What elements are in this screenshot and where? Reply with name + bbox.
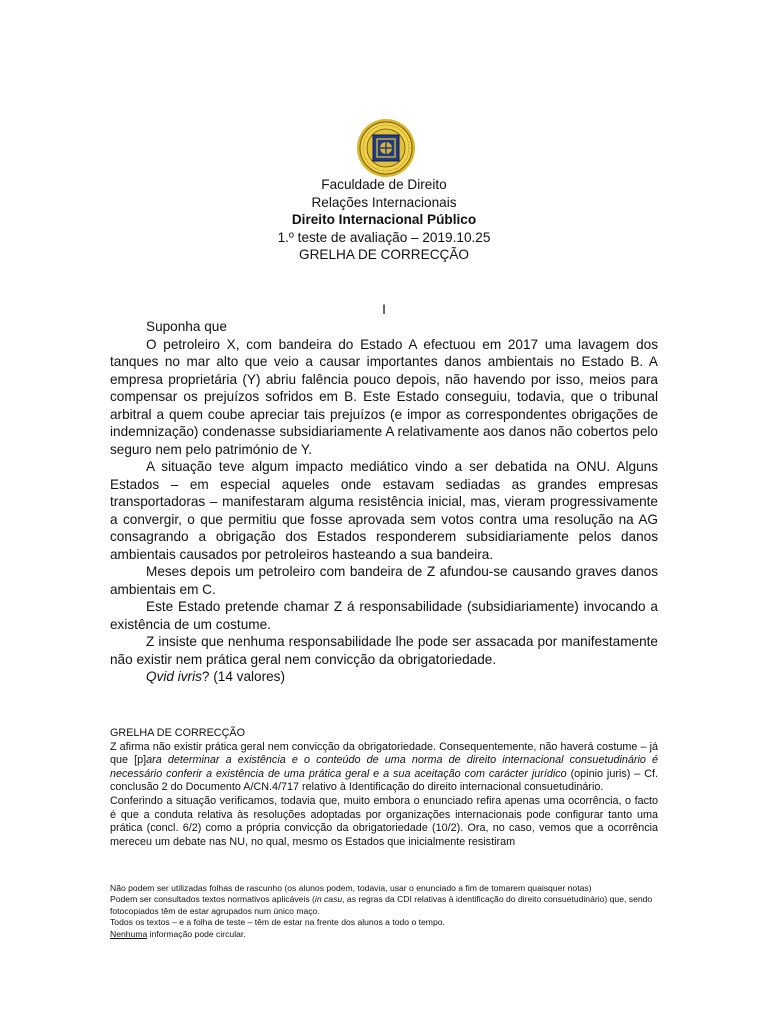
answer-paragraph: Conferindo a situação verificamos, todavia que, muito embora o enunciado refira apenas uma ocorrência, o facto é que a conduta relativa às resoluções adoptadas por organizações internacionais pode configurar tanto uma prática (concl. 6/2) como a própria convicção da obrigatoriedade (10/2). Ora, no caso, vemos que a ocorrência mereceu um debate nas NU, no qual, mesmo os Estados que inicialmente resistiram: [110, 794, 658, 848]
answer-text: (opinio juris) – Cf. conclusão 2 do Documento A/CN.4/717 relativo à Identificação do direito internacional consuetudinário.: [110, 767, 658, 794]
footer-note: Todos os textos – e a folha de teste – têm de estar na frente dos alunos a todo o tempo.: [110, 917, 445, 928]
question-text: [110, 318, 658, 686]
footer-notes: [110, 883, 658, 940]
answer-paragraph: [110, 741, 658, 795]
question-paragraph: O petroleiro X, com bandeira do Estado A efectuou em 2017 uma lavagem dos tanques no mar alto que veio a causar importantes danos ambientais no Estado B. A empresa proprietária (Y) abriu falência pouco depois, não havendo por isso, meios para compensar os prejuízos sofridos em B. Este Estado conseguiu, todavia, que o tribunal arbitral a quem coube apreciar tais prejuízos (e impor as correspondentes obrigações de indemnização) condenasse subsidiariamente A relativamente aos danos não cobertos pelo seguro nem pelo património de Y.: [110, 336, 658, 457]
footer-note-italic: in casu: [314, 894, 343, 905]
university-seal-icon: [356, 118, 416, 178]
test-title: 1.º teste de avaliação – 2019.10.25: [277, 229, 491, 245]
question-paragraph: A situação teve algum impacto mediático vindo a ser debatida na ONU. Alguns Estados – em especial aqueles onde estavam sediadas as grandes empresas transportadoras – manifestaram alguma resistência inicial, mas, vieram progressivamente a convergir, o que permitiu que fosse aprovada sem votos contra uma resolução na AG consagrando a obrigação dos Estados responderem subsidiariamente pelos danos ambientais causados por petroleiros hasteando a sua bandeira.: [110, 459, 658, 562]
question-prompt: [110, 668, 658, 686]
document-header: [0, 176, 768, 264]
footer-note-text: informação pode circular.: [147, 928, 246, 939]
course-name: Relações Internacionais: [311, 194, 457, 210]
answer-grid: [110, 727, 658, 849]
section-number: I: [382, 302, 386, 317]
document-type: GRELHA DE CORRECÇÃO: [299, 247, 469, 262]
answer-quote: ara determinar a existência e o conteúdo de uma norma de direito internacional consuetudinário é necessário conferir a existência de uma prática geral e a sua aceitação com carácter jurídico: [110, 754, 658, 780]
question-prompt-rest: ? (14 valores): [201, 669, 285, 684]
subject-name: Direito Internacional Público: [291, 212, 477, 227]
answer-grid-title: GRELHA DE CORRECÇÃO: [110, 727, 245, 739]
footer-note-underlined: Nenhuma: [110, 928, 148, 939]
answer-text: Z afirma não existir prática geral nem convicção da obrigatoriedade. Consequentemente, não haverá costume – já que [p]: [110, 740, 658, 767]
footer-note: Não podem ser utilizadas folhas de rascunho (os alunos podem, todavia, usar o enunciado a fim de tomarem quaisquer notas): [110, 883, 592, 893]
footer-note: [110, 929, 658, 940]
footer-note-text: Podem ser consultados textos normativos aplicáveis (: [110, 894, 315, 905]
question-prompt-italic: Qvid ivris: [146, 669, 202, 684]
question-paragraph: Z insiste que nenhuma responsabilidade lhe pode ser assacada por manifestamente não existir nem prática geral nem convicção da obrigatoriedade.: [110, 634, 658, 667]
footer-note: [110, 894, 658, 917]
footer-note-text: , as regras da CDI relativas à identificação do direito consuetudinário) que, sendo fotocopiados têm de estar agrupados num único maço.: [110, 894, 653, 916]
question-paragraph: Este Estado pretende chamar Z á responsabilidade (subsidiariamente) invocando a existência de um costume.: [110, 599, 658, 632]
question-paragraph: Suponha que: [146, 319, 227, 334]
question-paragraph: Meses depois um petroleiro com bandeira de Z afundou-se causando graves danos ambientais em C.: [110, 564, 658, 597]
faculty-name: Faculdade de Direito: [321, 177, 447, 192]
